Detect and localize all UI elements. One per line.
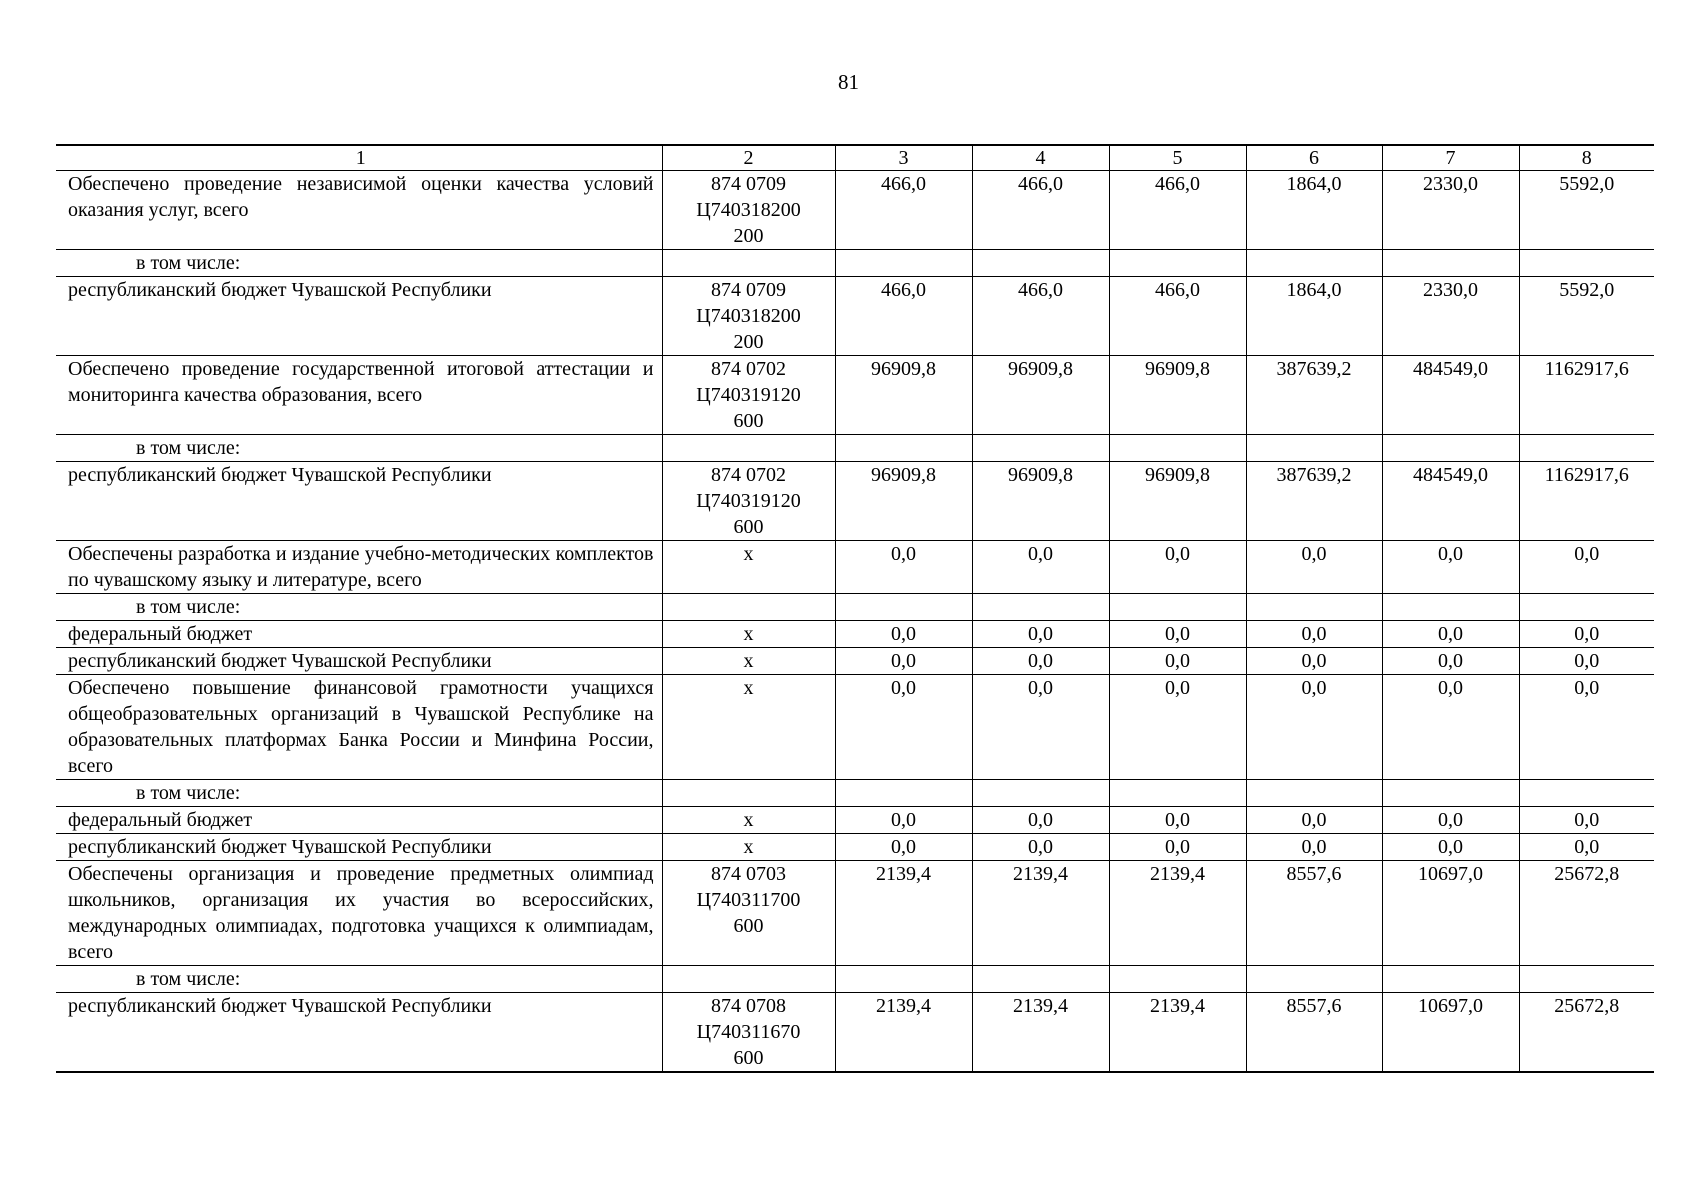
value-cell-col-5: 2139,4 — [1109, 861, 1246, 966]
value-cell-col-6 — [1246, 966, 1382, 993]
table-row — [56, 621, 1654, 648]
value-cell-col-3 — [835, 250, 972, 277]
table-row — [56, 250, 1654, 277]
value-cell-col-4 — [972, 435, 1109, 462]
table-row — [56, 541, 1654, 594]
value-cell-col-7: 484549,0 — [1382, 356, 1519, 435]
value-cell-col-5: 0,0 — [1109, 834, 1246, 861]
budget-code-line: 600 — [733, 1047, 764, 1069]
value-cell-col-3 — [835, 435, 972, 462]
budget-code — [662, 834, 835, 861]
table-row — [56, 993, 1654, 1073]
budget-code — [662, 356, 835, 435]
value-cell-col-7 — [1382, 780, 1519, 807]
value-cell-col-5: 466,0 — [1109, 277, 1246, 356]
value-cell-col-4: 466,0 — [972, 277, 1109, 356]
value-cell-col-8 — [1519, 594, 1654, 621]
value-cell-col-7: 0,0 — [1382, 621, 1519, 648]
value-cell-col-4 — [972, 780, 1109, 807]
value-cell-col-5 — [1109, 250, 1246, 277]
budget-code — [662, 171, 835, 250]
table-row — [56, 356, 1654, 435]
value-cell-col-5: 466,0 — [1109, 171, 1246, 250]
budget-code — [662, 594, 835, 621]
budget-code-line: 874 0702 — [711, 358, 786, 380]
value-cell-col-6 — [1246, 780, 1382, 807]
table-header-row — [56, 145, 1654, 171]
budget-code-line: 874 0709 — [711, 279, 786, 301]
column-number-4: 4 — [972, 145, 1109, 171]
value-cell-col-3: 466,0 — [835, 171, 972, 250]
value-cell-col-8 — [1519, 780, 1654, 807]
budget-code — [662, 993, 835, 1073]
budget-code-line: 874 0702 — [711, 464, 786, 486]
budget-code — [662, 861, 835, 966]
value-cell-col-4 — [972, 250, 1109, 277]
value-cell-col-3: 96909,8 — [835, 462, 972, 541]
value-cell-col-6: 387639,2 — [1246, 356, 1382, 435]
page-number: 81 — [838, 70, 859, 94]
budget-code-line: 874 0703 — [711, 863, 786, 885]
value-cell-col-5: 0,0 — [1109, 541, 1246, 594]
column-number-3: 3 — [835, 145, 972, 171]
table-row — [56, 462, 1654, 541]
value-cell-col-3: 466,0 — [835, 277, 972, 356]
value-cell-col-5: 2139,4 — [1109, 993, 1246, 1073]
budget-code — [662, 807, 835, 834]
budget-code-line: 600 — [733, 915, 764, 937]
row-label: республиканский бюджет Чувашской Республики — [56, 834, 662, 861]
row-label: в том числе: — [56, 780, 662, 807]
value-cell-col-7 — [1382, 966, 1519, 993]
budget-code-line: Ц740311700 — [696, 889, 801, 911]
budget-code-line: х — [743, 543, 754, 565]
value-cell-col-4: 96909,8 — [972, 356, 1109, 435]
budget-code-line: Ц740319120 — [696, 490, 801, 512]
value-cell-col-7: 2330,0 — [1382, 277, 1519, 356]
table-row — [56, 966, 1654, 993]
row-label: федеральный бюджет — [56, 621, 662, 648]
value-cell-col-4: 466,0 — [972, 171, 1109, 250]
value-cell-col-6: 1864,0 — [1246, 171, 1382, 250]
budget-code-line: Ц740318200 — [696, 305, 801, 327]
value-cell-col-3: 0,0 — [835, 621, 972, 648]
budget-code — [662, 966, 835, 993]
column-number-7: 7 — [1382, 145, 1519, 171]
value-cell-col-3: 2139,4 — [835, 993, 972, 1073]
table-row — [56, 675, 1654, 780]
budget-code-line: 600 — [733, 516, 764, 538]
value-cell-col-3 — [835, 594, 972, 621]
value-cell-col-5: 0,0 — [1109, 675, 1246, 780]
table-row — [56, 171, 1654, 250]
budget-table — [56, 144, 1654, 1073]
column-number-5: 5 — [1109, 145, 1246, 171]
budget-code-line: 874 0708 — [711, 995, 786, 1017]
row-label: Обеспечено повышение финансовой грамотности учащихся общеобразовательных организаций в Чувашской Республике на образовательных платформах Банка России и Минфина России, всего — [56, 675, 662, 780]
value-cell-col-7: 10697,0 — [1382, 993, 1519, 1073]
value-cell-col-7 — [1382, 250, 1519, 277]
budget-code — [662, 462, 835, 541]
value-cell-col-3 — [835, 780, 972, 807]
value-cell-col-6 — [1246, 250, 1382, 277]
budget-code — [662, 541, 835, 594]
budget-code-line: х — [743, 677, 754, 699]
value-cell-col-6 — [1246, 594, 1382, 621]
value-cell-col-5 — [1109, 780, 1246, 807]
budget-code-line: х — [743, 836, 754, 858]
column-number-6: 6 — [1246, 145, 1382, 171]
budget-code — [662, 675, 835, 780]
row-label: Обеспечены организация и проведение предметных олимпиад школьников, организация их участия во всероссийских, международных олимпиадах, подготовка учащихся к олимпиадам, всего — [56, 861, 662, 966]
column-number-1: 1 — [56, 145, 662, 171]
value-cell-col-5: 0,0 — [1109, 648, 1246, 675]
value-cell-col-8: 0,0 — [1519, 621, 1654, 648]
value-cell-col-4: 0,0 — [972, 648, 1109, 675]
value-cell-col-8 — [1519, 966, 1654, 993]
table-row — [56, 861, 1654, 966]
budget-code-line: 200 — [733, 331, 764, 353]
value-cell-col-7: 10697,0 — [1382, 861, 1519, 966]
value-cell-col-3: 0,0 — [835, 648, 972, 675]
value-cell-col-6: 0,0 — [1246, 541, 1382, 594]
value-cell-col-4: 0,0 — [972, 541, 1109, 594]
table-row — [56, 780, 1654, 807]
value-cell-col-8: 25672,8 — [1519, 861, 1654, 966]
value-cell-col-6: 0,0 — [1246, 807, 1382, 834]
table-row — [56, 594, 1654, 621]
table-row — [56, 807, 1654, 834]
value-cell-col-8: 0,0 — [1519, 648, 1654, 675]
value-cell-col-7: 0,0 — [1382, 648, 1519, 675]
budget-code — [662, 648, 835, 675]
budget-code-line: Ц740318200 — [696, 199, 801, 221]
value-cell-col-5 — [1109, 435, 1246, 462]
value-cell-col-7: 2330,0 — [1382, 171, 1519, 250]
value-cell-col-3: 0,0 — [835, 541, 972, 594]
value-cell-col-8: 0,0 — [1519, 834, 1654, 861]
value-cell-col-7: 0,0 — [1382, 541, 1519, 594]
row-label: в том числе: — [56, 966, 662, 993]
budget-code-line: 200 — [733, 225, 764, 247]
value-cell-col-5: 96909,8 — [1109, 356, 1246, 435]
budget-code-line: х — [743, 623, 754, 645]
value-cell-col-6 — [1246, 435, 1382, 462]
value-cell-col-6: 387639,2 — [1246, 462, 1382, 541]
budget-code — [662, 621, 835, 648]
value-cell-col-3 — [835, 966, 972, 993]
value-cell-col-6: 1864,0 — [1246, 277, 1382, 356]
row-label: республиканский бюджет Чувашской Республики — [56, 993, 662, 1073]
row-label: федеральный бюджет — [56, 807, 662, 834]
value-cell-col-5 — [1109, 966, 1246, 993]
value-cell-col-8: 25672,8 — [1519, 993, 1654, 1073]
budget-code — [662, 250, 835, 277]
value-cell-col-6: 8557,6 — [1246, 861, 1382, 966]
value-cell-col-4: 2139,4 — [972, 861, 1109, 966]
value-cell-col-7: 0,0 — [1382, 675, 1519, 780]
budget-code-line: Ц740319120 — [696, 384, 801, 406]
value-cell-col-4: 0,0 — [972, 807, 1109, 834]
value-cell-col-4: 96909,8 — [972, 462, 1109, 541]
table-row — [56, 834, 1654, 861]
budget-code-line: х — [743, 650, 754, 672]
value-cell-col-4: 2139,4 — [972, 993, 1109, 1073]
row-label: республиканский бюджет Чувашской Республики — [56, 648, 662, 675]
budget-code-line: Ц740311670 — [696, 1021, 801, 1043]
value-cell-col-5: 0,0 — [1109, 621, 1246, 648]
row-label: Обеспечены разработка и издание учебно-методических комплектов по чувашскому языку и литературе, всего — [56, 541, 662, 594]
value-cell-col-7: 0,0 — [1382, 807, 1519, 834]
value-cell-col-8: 0,0 — [1519, 675, 1654, 780]
budget-code — [662, 435, 835, 462]
value-cell-col-4: 0,0 — [972, 621, 1109, 648]
row-label: в том числе: — [56, 594, 662, 621]
row-label: в том числе: — [56, 250, 662, 277]
value-cell-col-8: 1162917,6 — [1519, 356, 1654, 435]
value-cell-col-7: 484549,0 — [1382, 462, 1519, 541]
table-row — [56, 648, 1654, 675]
value-cell-col-8: 0,0 — [1519, 807, 1654, 834]
value-cell-col-3: 96909,8 — [835, 356, 972, 435]
row-label: республиканский бюджет Чувашской Республики — [56, 277, 662, 356]
value-cell-col-3: 0,0 — [835, 675, 972, 780]
value-cell-col-8: 5592,0 — [1519, 277, 1654, 356]
row-label: республиканский бюджет Чувашской Республики — [56, 462, 662, 541]
value-cell-col-4: 0,0 — [972, 675, 1109, 780]
value-cell-col-8 — [1519, 435, 1654, 462]
value-cell-col-8: 1162917,6 — [1519, 462, 1654, 541]
value-cell-col-6: 0,0 — [1246, 675, 1382, 780]
value-cell-col-5: 0,0 — [1109, 807, 1246, 834]
value-cell-col-6: 0,0 — [1246, 834, 1382, 861]
value-cell-col-7 — [1382, 435, 1519, 462]
value-cell-col-6: 0,0 — [1246, 648, 1382, 675]
value-cell-col-3: 2139,4 — [835, 861, 972, 966]
value-cell-col-4 — [972, 966, 1109, 993]
table-row — [56, 277, 1654, 356]
value-cell-col-5 — [1109, 594, 1246, 621]
value-cell-col-6: 8557,6 — [1246, 993, 1382, 1073]
value-cell-col-7 — [1382, 594, 1519, 621]
value-cell-col-8: 5592,0 — [1519, 171, 1654, 250]
budget-code — [662, 277, 835, 356]
row-label: Обеспечено проведение государственной итоговой аттестации и мониторинга качества образования, всего — [56, 356, 662, 435]
column-number-8: 8 — [1519, 145, 1654, 171]
column-number-2: 2 — [662, 145, 835, 171]
value-cell-col-4 — [972, 594, 1109, 621]
value-cell-col-8: 0,0 — [1519, 541, 1654, 594]
value-cell-col-3: 0,0 — [835, 807, 972, 834]
table-row — [56, 435, 1654, 462]
value-cell-col-5: 96909,8 — [1109, 462, 1246, 541]
value-cell-col-8 — [1519, 250, 1654, 277]
budget-code-line: х — [743, 809, 754, 831]
budget-code — [662, 780, 835, 807]
row-label: Обеспечено проведение независимой оценки качества условий оказания услуг, всего — [56, 171, 662, 250]
row-label: в том числе: — [56, 435, 662, 462]
value-cell-col-6: 0,0 — [1246, 621, 1382, 648]
value-cell-col-7: 0,0 — [1382, 834, 1519, 861]
budget-code-line: 874 0709 — [711, 173, 786, 195]
value-cell-col-3: 0,0 — [835, 834, 972, 861]
value-cell-col-4: 0,0 — [972, 834, 1109, 861]
budget-code-line: 600 — [733, 410, 764, 432]
